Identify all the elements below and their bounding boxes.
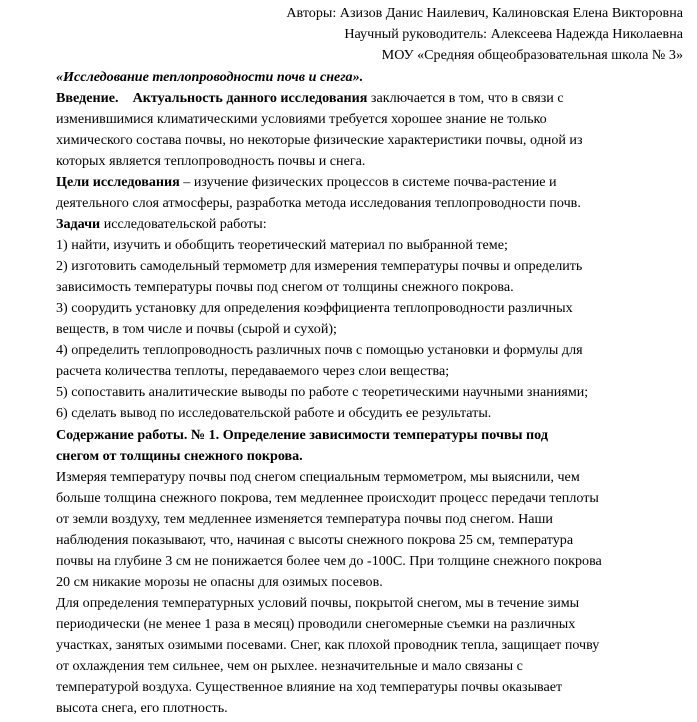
task-line: веществ, в том числе и почвы (сырой и сухой); [56,321,337,337]
intro-line-1 [56,88,564,108]
task-line: расчета количества теплоты, передаваемого через слои вещества; [56,363,450,379]
paragraph-2-line: высота снега, его плотность. [56,700,228,716]
paragraph-1-line: 20 см никакие морозы не опасны для озимых посевов. [56,574,383,590]
paragraph-2-line: температурой воздуха. Существенное влияние на ход температуры почвы оказывает [56,679,563,695]
task-line: 4) определить теплопроводность различных почв с помощью установки и формулы для [56,342,583,358]
goals-label: Цели исследования [56,174,180,190]
intro-label: Введение. [56,90,119,106]
paragraph-1-line: Измеряя температуру почвы под снегом специальным термометром, мы выяснили, чем [56,469,580,485]
document-title: «Исследование теплопроводности почв и снега». [56,69,364,85]
tasks-heading [56,214,267,234]
goals-line-1 [56,172,557,192]
intro-bold-lead: Актуальность данного исследования [132,90,368,106]
content-heading-line-2: снегом от толщины снежного покрова. [56,448,303,464]
paragraph-2-line: Для определения температурных условий почвы, покрытой снегом, мы в течение зимы [56,595,580,611]
paragraph-1-line: почвы на глубине 3 см не понижается более чем до -100С. При толщине снежного покрова [56,553,602,569]
school-line: МОУ «Средняя общеобразовательная школа № 3» [381,47,683,63]
task-line: 6) сделать вывод по исследовательской работе и обсудить ее результаты. [56,405,492,421]
task-line: 1) найти, изучить и обобщить теоретический материал по выбранной теме; [56,237,508,253]
content-heading-line-1: Содержание работы. № 1. Определение зависимости температуры почвы под [56,427,548,443]
goals-line-1-rest: – изучение физических процессов в системе почва-растение и [183,174,557,190]
paragraph-1-line: наблюдения показывают, что, начиная с высоты снежного покрова 25 см, температура [56,532,574,548]
task-line: 2) изготовить самодельный термометр для измерения температуры почвы и определить [56,258,583,274]
task-line: 5) сопоставить аналитические выводы по работе с теоретическими научными знаниями; [56,384,589,400]
intro-line-2: изменившимися климатическими условиями требуется хорошее знание не только [56,111,547,127]
paragraph-2-line: периодически (не менее 1 раза в месяц) проводили снегомерные съемки на различных [56,616,576,632]
task-line: зависимость температуры почвы под снегом от толщины снежного покрова. [56,279,514,295]
goals-line-2: деятельного слоя атмосферы, разработка метода исследования теплопроводности почв. [56,195,581,211]
paragraph-1-line: от земли воздуху, тем медленнее изменяется температура почвы под снегом. Наши [56,511,553,527]
supervisor-line: Научный руководитель: Алексеева Надежда Николаевна [344,26,683,42]
paragraph-1-line: больше толщина снежного покрова, тем медленнее происходит процесс передачи теплоты [56,490,599,506]
intro-line-4: которых является теплопроводность почвы и снега. [56,153,366,169]
paragraph-2-line: от охлаждения тем сильнее, чем он рыхлее. незначительные и мало связаны с [56,658,523,674]
task-line: 3) соорудить установку для определения коэффициента теплопроводности различных [56,300,573,316]
tasks-label-rest: исследовательской работы: [103,216,267,232]
authors-line: Авторы: Азизов Данис Наилевич, Калиновская Елена Викторовна [286,5,683,21]
tasks-label: Задачи [56,216,101,232]
paragraph-2-line: участках, занятых озимыми посевами. Снег, как плохой проводник тепла, защищает почву [56,637,600,653]
intro-line-1-rest: заключается в том, что в связи с [370,90,564,106]
intro-line-3: химического состава почвы, но некоторые физические характеристики почвы, одной из [56,132,583,148]
